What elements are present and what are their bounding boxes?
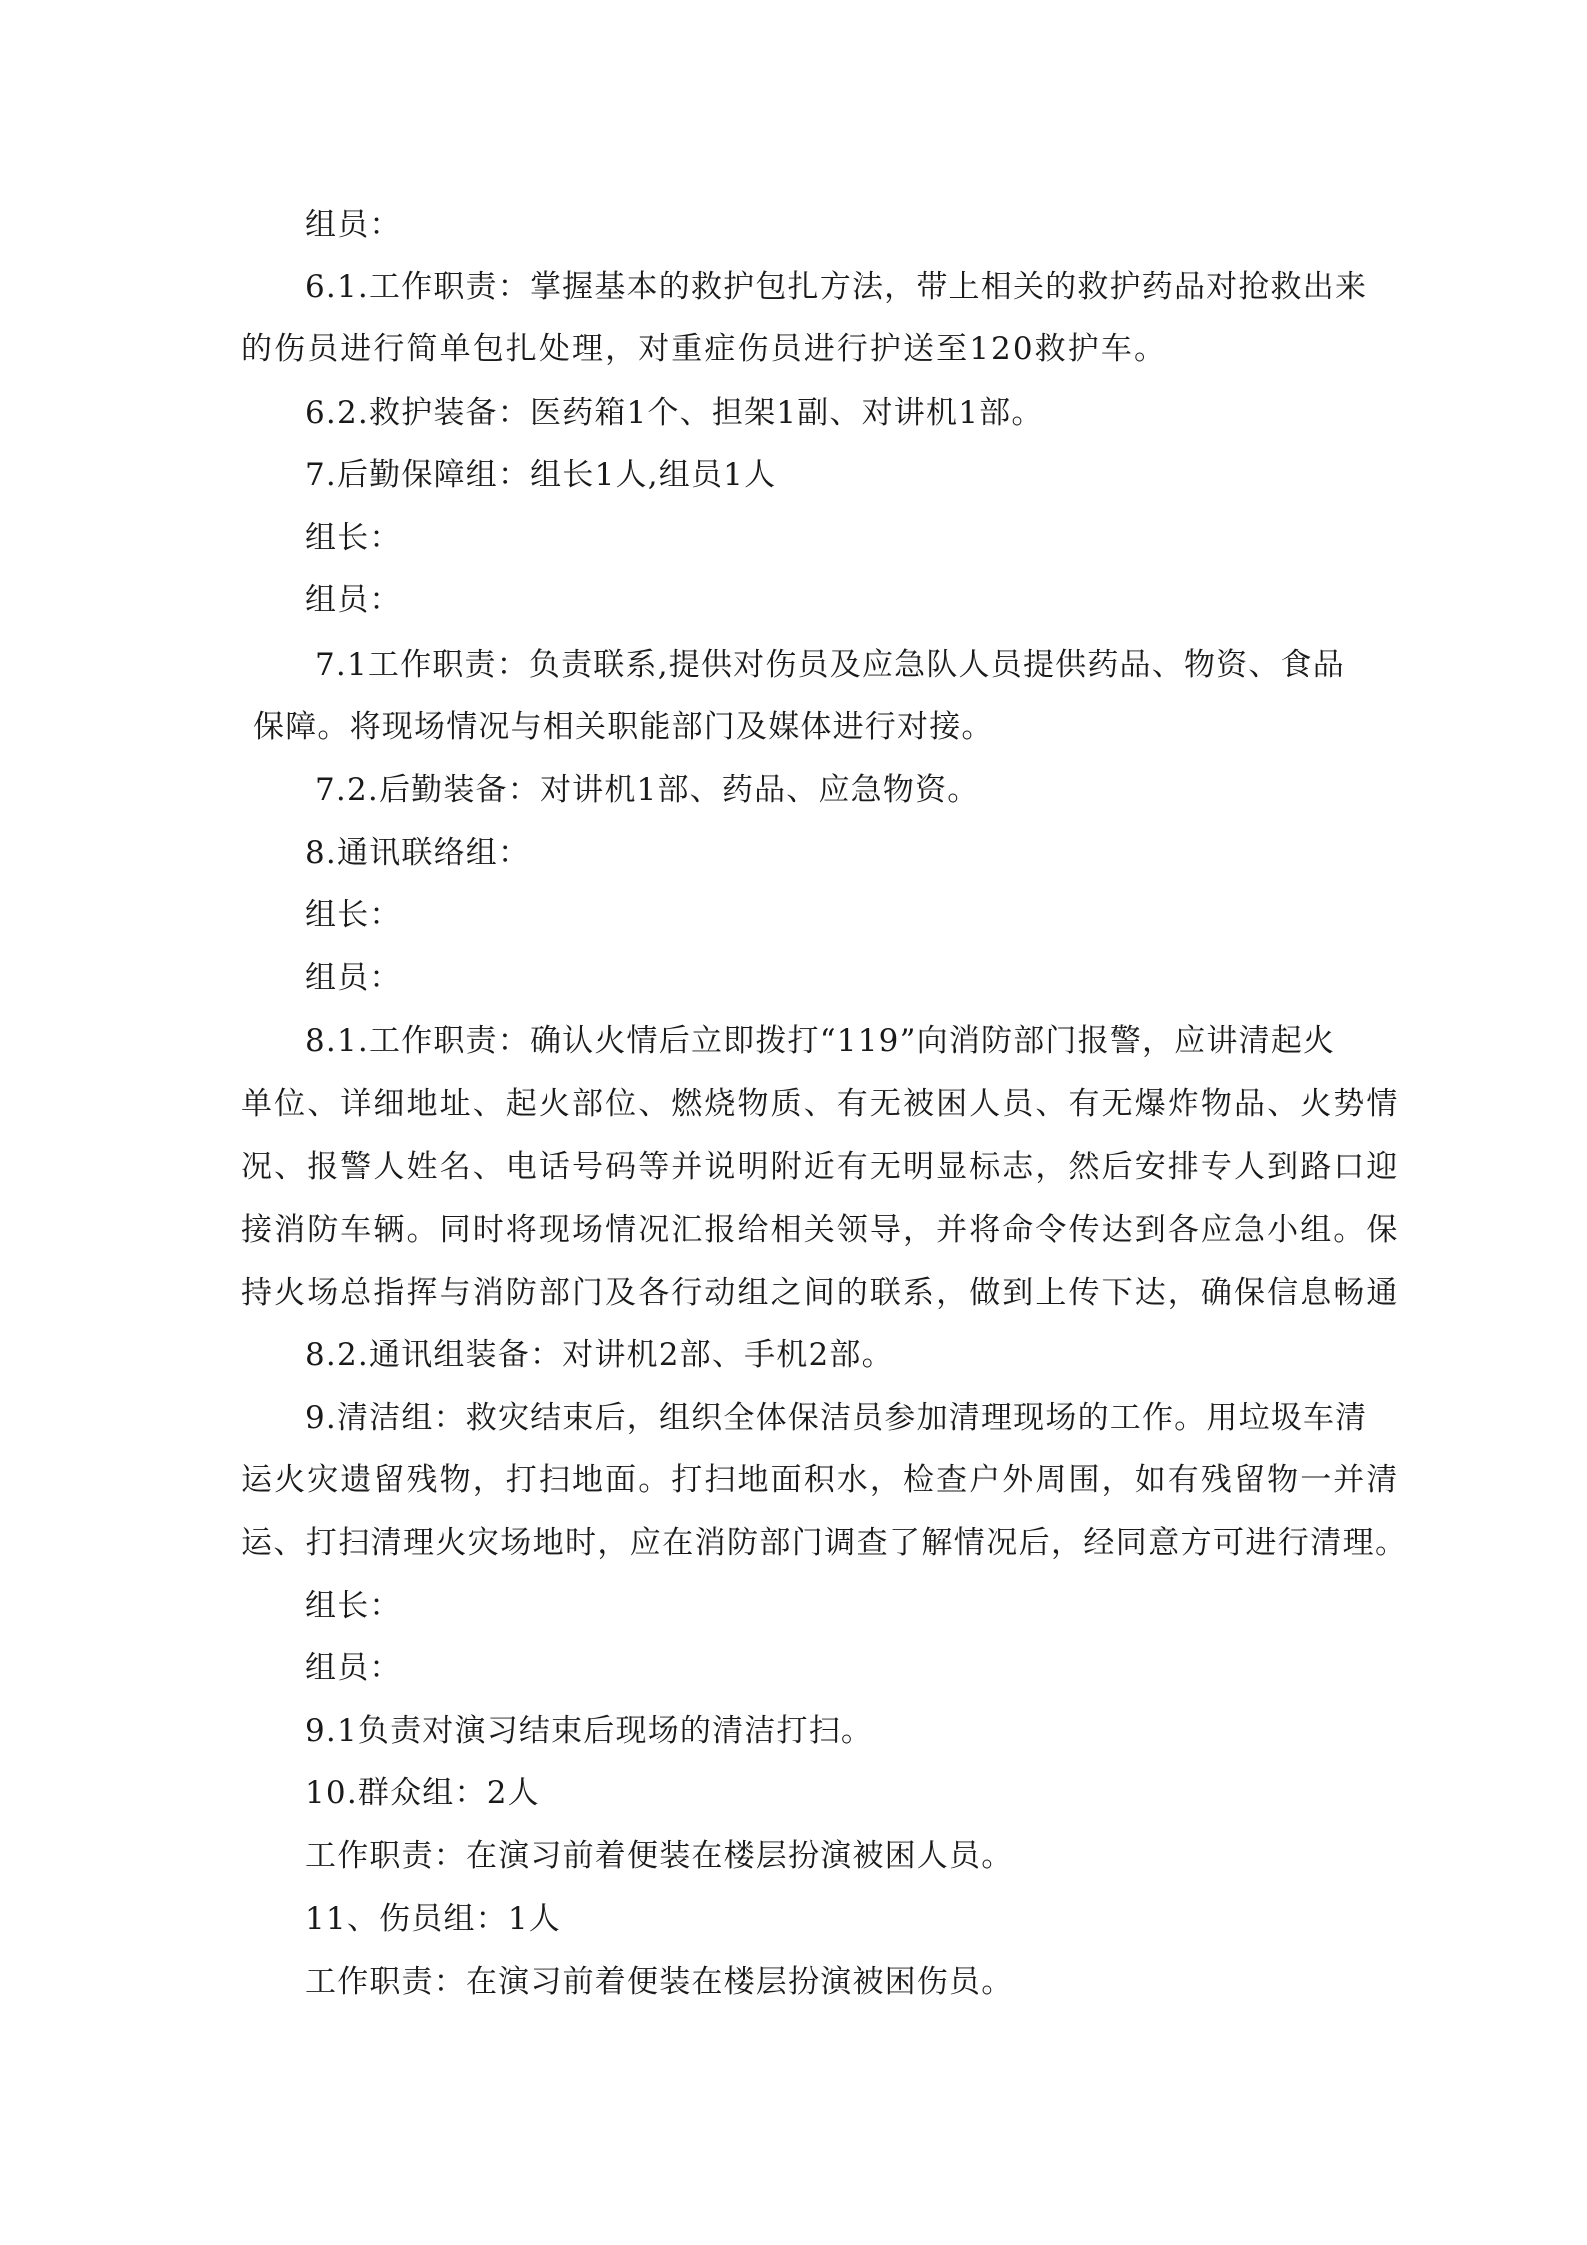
text-line: 10.群众组：2人 — [305, 1775, 540, 1811]
text-line: 保障。将现场情况与相关职能部门及媒体进行对接。 — [253, 709, 994, 745]
text-line: 7.1工作职责：负责联系,提供对伤员及应急队人员提供药品、物资、食品 — [315, 647, 1345, 683]
text-line: 7.2.后勤装备：对讲机1部、药品、应急物资。 — [315, 772, 980, 808]
text-line: 组员： — [305, 582, 402, 618]
text-line: 11、伤员组：1人 — [305, 1901, 561, 1937]
text-line: 组员： — [305, 207, 402, 243]
text-line: 8.1.工作职责：确认火情后立即拨打“119”向消防部门报警，应讲清起火 — [305, 1023, 1336, 1059]
text-line: 单位、详细地址、起火部位、燃烧物质、有无被困人员、有无爆炸物品、火势情 — [241, 1086, 1400, 1122]
text-line: 接消防车辆。同时将现场情况汇报给相关领导，并将命令传达到各应急小组。保 — [241, 1212, 1400, 1248]
text-line: 8.通讯联络组： — [305, 835, 531, 871]
text-line: 工作职责：在演习前着便装在楼层扮演被困伤员。 — [305, 1964, 1014, 2000]
text-line: 工作职责：在演习前着便装在楼层扮演被困人员。 — [305, 1838, 1014, 1874]
text-line: 9.清洁组：救灾结束后，组织全体保洁员参加清理现场的工作。用垃圾车清 — [305, 1400, 1368, 1436]
text-line: 运火灾遗留残物，打扫地面。打扫地面积水，检查户外周围，如有残留物一并清 — [241, 1462, 1400, 1498]
text-line: 组长： — [305, 897, 402, 933]
text-line: 8.2.通讯组装备：对讲机2部、手机2部。 — [305, 1337, 894, 1373]
text-line: 组员： — [305, 1650, 402, 1686]
text-line: 组长： — [305, 520, 402, 556]
text-line: 9.1负责对演习结束后现场的清洁打扫。 — [305, 1713, 874, 1749]
text-line: 持火场总指挥与消防部门及各行动组之间的联系，做到上传下达，确保信息畅通 — [241, 1275, 1400, 1311]
text-line: 组长： — [305, 1588, 402, 1624]
text-line: 的伤员进行简单包扎处理，对重症伤员进行护送至120救护车。 — [241, 331, 1168, 367]
text-line: 况、报警人姓名、电话号码等并说明附近有无明显标志，然后安排专人到路口迎 — [241, 1149, 1400, 1185]
text-line: 运、打扫清理火灾场地时，应在消防部门调查了解情况后，经同意方可进行清理。 — [241, 1525, 1408, 1561]
text-line: 7.后勤保障组：组长1人,组员1人 — [305, 457, 777, 493]
text-line: 6.2.救护装备：医药箱1个、担架1副、对讲机1部。 — [305, 395, 1044, 431]
text-line: 6.1.工作职责：掌握基本的救护包扎方法，带上相关的救护药品对抢救出来 — [305, 269, 1368, 305]
text-line: 组员： — [305, 960, 402, 996]
